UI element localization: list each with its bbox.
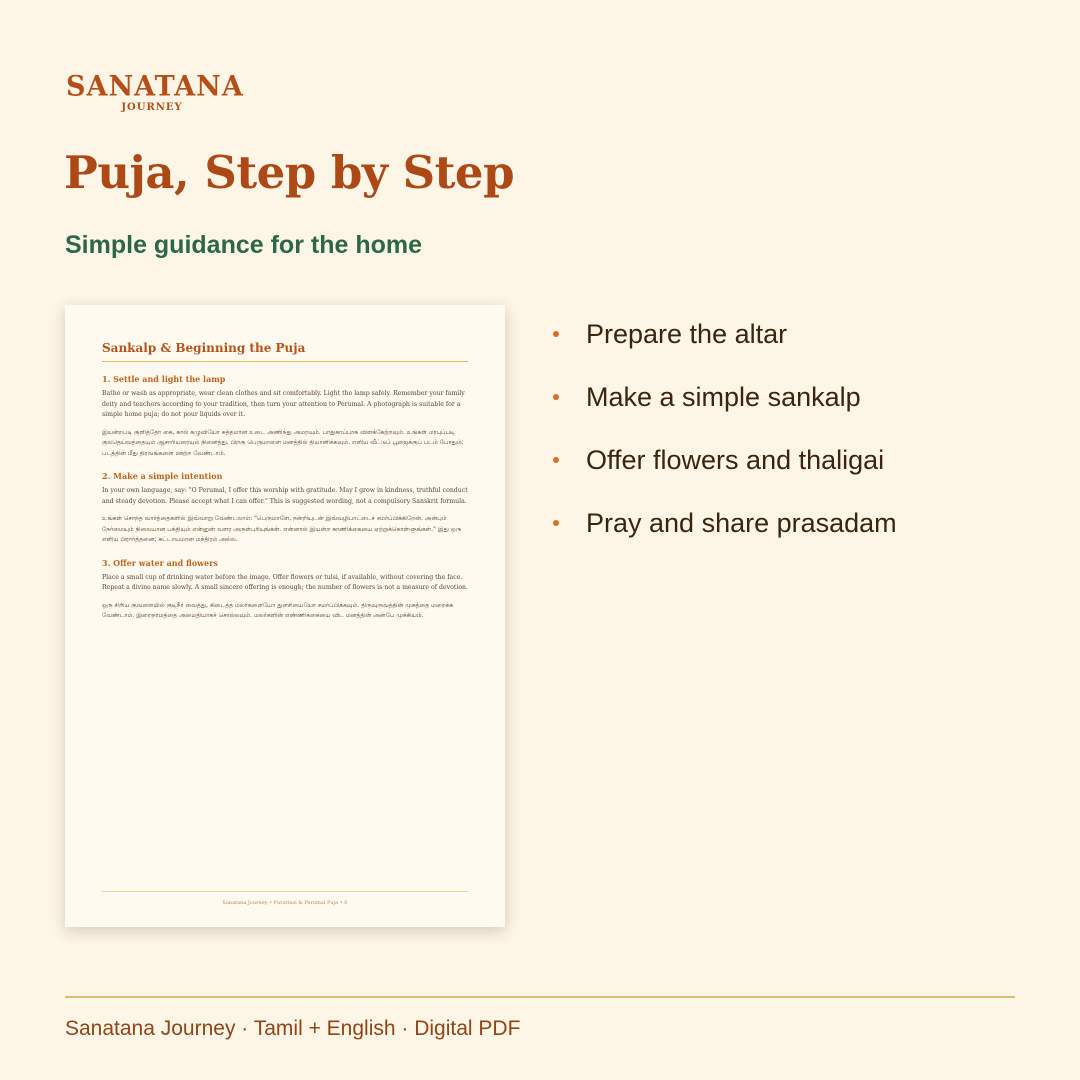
- list-item: [553, 442, 897, 478]
- document-preview: [65, 305, 505, 927]
- document-footer: Sanatana Journey • Purattasi & Perumal Puja • 6: [102, 891, 468, 906]
- brand-sub: JOURNEY: [121, 102, 183, 113]
- section-text-english: In your own language, say: "O Perumal, I offer this worship with gratitude. May I grow in kindness, truthful conduct and steady devotion. Please accept what I can offer." This is suggested wording, not a compulsory Sanskrit formula.: [102, 487, 468, 505]
- list-item-label: Prepare the altar: [586, 318, 788, 349]
- feature-list: [553, 316, 897, 568]
- section-heading: 1. Settle and light the lamp: [102, 374, 226, 384]
- footer-divider: [65, 996, 1015, 998]
- footer-text: Sanatana Journey · Tamil + English · Digital PDF: [65, 1017, 521, 1040]
- brand-logo: [66, 70, 244, 113]
- page-subtitle: Simple guidance for the home: [65, 231, 422, 259]
- bullet-dot-icon: [553, 457, 559, 463]
- document-heading: Sankalp & Beginning the Puja: [102, 341, 468, 362]
- section-text-english: Bathe or wash as appropriate, wear clean clothes and sit comfortably. Light the lamp safely. Remember your family deity and teachers according to your tradition, then turn your attention to Perumal. A photograph is suitable for a simple home puja; do not pour liquids over it.: [102, 390, 465, 418]
- brand-name: SANATANA: [66, 70, 244, 103]
- section-heading: 3. Offer water and flowers: [102, 557, 218, 568]
- document-body: [102, 341, 468, 629]
- section-text-tamil: உங்கள் சொந்த வார்த்தைகளில் இவ்வாறு வேண்டலாம்: "பெருமாளே, நன்றியுடன் இவ்வழிபாட்டைச் சமர்ப்பிக்கிறேன். அன்பும் நேர்மையும் நிலையான பக்தியும் என்னுள் வளர அருள்புரியுங்கள். என்னால் இயன்ற காணிக்கையை ஏற்றுக்கொள்ளுங்கள்." இது ஒரு எளிய பிரார்த்தனை; கட்டாயமான மந்திரம் அல்ல.: [102, 515, 462, 543]
- section-text-tamil: ஒரு சிறிய குவளையில் குடிநீர் வைத்து, கிடைத்த மலர்களையோ துளசியையோ சமர்ப்பிக்கவும். திருவுருவத்தின் முகத்தை மறைக்க வேண்டாம். இறைநாமத்தை அமைதியாகச் சொல்லவும். மலர்களின் எண்ணிக்கையை விட மனத்தின் அன்பே முக்கியம்.: [102, 601, 454, 619]
- section-text-english: Place a small cup of drinking water before the image. Offer flowers or tulsi, if available, without covering the face. Repeat a divine name slowly. A small sincere offering is enough; the number of flowers is not a measure of devotion.: [102, 573, 469, 591]
- list-item-label: Make a simple sankalp: [586, 381, 861, 412]
- page-title: Puja, Step by Step: [64, 146, 515, 199]
- bullet-dot-icon: [553, 331, 559, 337]
- list-item-label: Offer flowers and thaligai: [586, 444, 885, 475]
- list-item-label: Pray and share prasadam: [586, 507, 897, 538]
- list-item: [553, 505, 897, 541]
- bullet-dot-icon: [553, 520, 559, 526]
- section-heading: 2. Make a simple intention: [102, 471, 223, 481]
- list-item: [553, 379, 897, 415]
- list-item: [553, 316, 897, 352]
- bullet-dot-icon: [553, 394, 559, 400]
- section-text-tamil: இயன்றபடி குளித்தோ கை, கால் கழுவியோ சுத்தமான உடை அணிந்து அமரவும். பாதுகாப்பாக விளக்கேற்றவும். உங்கள் மரபுப்படி குலதெய்வத்தையும் ஆசாரியரையும் நினைத்து, பிறகு பெருமாளை மனத்தில் தியானிக்கவும். எளிய வீட்டுப் பூஜைக்குப் படம் போதும்; படத்தின் மீது திரவங்களை ஊற்ற வேண்டாம்.: [102, 428, 464, 457]
